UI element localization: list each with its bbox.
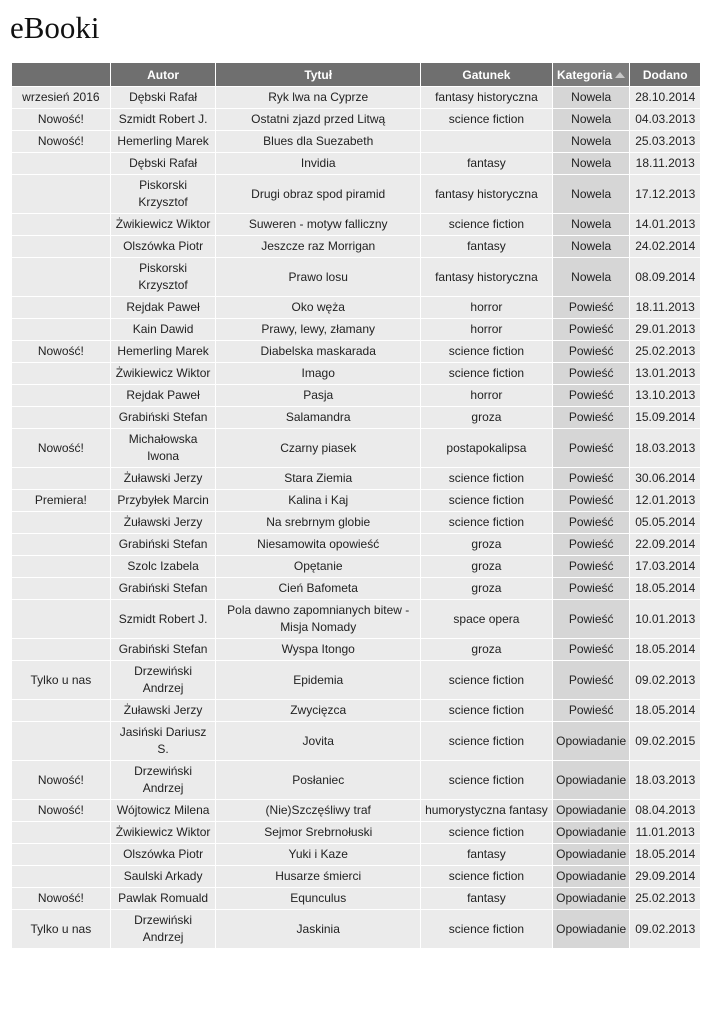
category-cell: Powieść xyxy=(553,578,630,599)
title-cell: (Nie)Szczęśliwy traf xyxy=(216,800,419,821)
category-cell: Nowela xyxy=(553,236,630,257)
genre-cell: science fiction xyxy=(421,761,552,799)
added-cell: 29.01.2013 xyxy=(630,319,700,340)
category-cell: Powieść xyxy=(553,661,630,699)
title-cell: Ostatni zjazd przed Litwą xyxy=(216,109,419,130)
genre-cell: horror xyxy=(421,319,552,340)
genre-cell: science fiction xyxy=(421,468,552,489)
added-cell: 30.06.2014 xyxy=(630,468,700,489)
genre-cell: science fiction xyxy=(421,341,552,362)
title-cell: Blues dla Suezabeth xyxy=(216,131,419,152)
table-row[interactable] xyxy=(12,866,700,887)
title-cell: Invidia xyxy=(216,153,419,174)
category-cell: Powieść xyxy=(553,341,630,362)
author-cell: Grabiński Stefan xyxy=(111,639,216,660)
author-cell: Jasiński Dariusz S. xyxy=(111,722,216,760)
title-cell: Pasja xyxy=(216,385,419,406)
author-cell: Hemerling Marek xyxy=(111,131,216,152)
badge-cell xyxy=(12,258,110,296)
added-cell: 18.05.2014 xyxy=(630,639,700,660)
added-cell: 04.03.2013 xyxy=(630,109,700,130)
author-cell: Dębski Rafał xyxy=(111,153,216,174)
category-cell: Opowiadanie xyxy=(553,822,630,843)
category-cell: Nowela xyxy=(553,175,630,213)
genre-cell: science fiction xyxy=(421,910,552,948)
author-cell: Hemerling Marek xyxy=(111,341,216,362)
header-title-label: Tytuł xyxy=(304,67,333,82)
author-cell: Przybyłek Marcin xyxy=(111,490,216,511)
badge-cell xyxy=(12,700,110,721)
category-cell: Opowiadanie xyxy=(553,910,630,948)
category-cell: Powieść xyxy=(553,700,630,721)
title-cell: Husarze śmierci xyxy=(216,866,419,887)
title-cell: Suweren - motyw falliczny xyxy=(216,214,419,235)
author-cell: Żwikiewicz Wiktor xyxy=(111,822,216,843)
category-cell: Powieść xyxy=(553,319,630,340)
table-row[interactable] xyxy=(12,429,700,467)
genre-cell: postapokalipsa xyxy=(421,429,552,467)
author-cell: Dębski Rafał xyxy=(111,87,216,108)
table-row[interactable] xyxy=(12,556,700,577)
title-cell: Posłaniec xyxy=(216,761,419,799)
badge-cell: Nowość! xyxy=(12,131,110,152)
genre-cell: science fiction xyxy=(421,700,552,721)
badge-cell xyxy=(12,600,110,638)
badge-cell xyxy=(12,319,110,340)
header-added[interactable] xyxy=(630,63,700,86)
author-cell: Szolc Izabela xyxy=(111,556,216,577)
category-cell: Opowiadanie xyxy=(553,888,630,909)
table-row[interactable] xyxy=(12,578,700,599)
author-cell: Olszówka Piotr xyxy=(111,236,216,257)
added-cell: 18.05.2014 xyxy=(630,844,700,865)
table-row[interactable] xyxy=(12,258,700,296)
added-cell: 17.12.2013 xyxy=(630,175,700,213)
genre-cell: groza xyxy=(421,534,552,555)
added-cell: 18.03.2013 xyxy=(630,429,700,467)
header-author-label: Autor xyxy=(147,67,180,82)
author-cell: Wójtowicz Milena xyxy=(111,800,216,821)
added-cell: 25.02.2013 xyxy=(630,341,700,362)
category-cell: Nowela xyxy=(553,214,630,235)
genre-cell: fantasy xyxy=(421,236,552,257)
author-cell: Kain Dawid xyxy=(111,319,216,340)
table-row[interactable] xyxy=(12,131,700,152)
category-cell: Powieść xyxy=(553,363,630,384)
added-cell: 09.02.2015 xyxy=(630,722,700,760)
badge-cell: Nowość! xyxy=(12,800,110,821)
header-genre[interactable] xyxy=(421,63,552,86)
genre-cell: science fiction xyxy=(421,214,552,235)
genre-cell: fantasy historyczna xyxy=(421,175,552,213)
genre-cell: space opera xyxy=(421,600,552,638)
added-cell: 18.11.2013 xyxy=(630,297,700,318)
genre-cell: horror xyxy=(421,297,552,318)
badge-cell: Nowość! xyxy=(12,761,110,799)
category-cell: Opowiadanie xyxy=(553,844,630,865)
table-row[interactable] xyxy=(12,407,700,428)
added-cell: 18.05.2014 xyxy=(630,700,700,721)
title-cell: Jovita xyxy=(216,722,419,760)
badge-cell xyxy=(12,639,110,660)
badge-cell xyxy=(12,363,110,384)
badge-cell xyxy=(12,297,110,318)
table-row[interactable] xyxy=(12,319,700,340)
badge-cell: Tylko u nas xyxy=(12,661,110,699)
table-row[interactable] xyxy=(12,109,700,130)
badge-cell xyxy=(12,722,110,760)
category-cell: Powieść xyxy=(553,385,630,406)
title-cell: Na srebrnym globie xyxy=(216,512,419,533)
badge-cell xyxy=(12,866,110,887)
table-row[interactable] xyxy=(12,341,700,362)
genre-cell: groza xyxy=(421,407,552,428)
badge-cell xyxy=(12,822,110,843)
badge-cell xyxy=(12,175,110,213)
title-cell: Epidemia xyxy=(216,661,419,699)
genre-cell: science fiction xyxy=(421,866,552,887)
author-cell: Szmidt Robert J. xyxy=(111,109,216,130)
author-cell: Drzewiński Andrzej xyxy=(111,661,216,699)
author-cell: Żuławski Jerzy xyxy=(111,512,216,533)
category-cell: Powieść xyxy=(553,297,630,318)
added-cell: 11.01.2013 xyxy=(630,822,700,843)
author-cell: Olszówka Piotr xyxy=(111,844,216,865)
category-cell: Powieść xyxy=(553,512,630,533)
header-title[interactable] xyxy=(216,63,419,86)
category-cell: Nowela xyxy=(553,109,630,130)
badge-cell: Nowość! xyxy=(12,888,110,909)
author-cell: Drzewiński Andrzej xyxy=(111,910,216,948)
title-cell: Ryk lwa na Cyprze xyxy=(216,87,419,108)
added-cell: 18.05.2014 xyxy=(630,578,700,599)
title-cell: Wyspa Itongo xyxy=(216,639,419,660)
table-row[interactable] xyxy=(12,910,700,948)
category-cell: Nowela xyxy=(553,131,630,152)
table-row[interactable] xyxy=(12,385,700,406)
badge-cell xyxy=(12,844,110,865)
sort-ascending-icon xyxy=(615,72,625,78)
title-cell: Opętanie xyxy=(216,556,419,577)
table-row[interactable] xyxy=(12,822,700,843)
badge-cell xyxy=(12,385,110,406)
title-cell: Yuki i Kaze xyxy=(216,844,419,865)
category-cell: Opowiadanie xyxy=(553,866,630,887)
added-cell: 22.09.2014 xyxy=(630,534,700,555)
author-cell: Rejdak Paweł xyxy=(111,385,216,406)
badge-cell xyxy=(12,236,110,257)
author-cell: Żwikiewicz Wiktor xyxy=(111,214,216,235)
added-cell: 08.04.2013 xyxy=(630,800,700,821)
category-cell: Powieść xyxy=(553,468,630,489)
title-cell: Zwycięzca xyxy=(216,700,419,721)
genre-cell: horror xyxy=(421,385,552,406)
header-added-label: Dodano xyxy=(642,67,688,82)
author-cell: Szmidt Robert J. xyxy=(111,600,216,638)
category-cell: Opowiadanie xyxy=(553,800,630,821)
category-cell: Powieść xyxy=(553,534,630,555)
added-cell: 09.02.2013 xyxy=(630,910,700,948)
header-category-label: Kategoria xyxy=(557,67,613,82)
table-body xyxy=(12,87,700,948)
genre-cell: science fiction xyxy=(421,109,552,130)
table-row[interactable] xyxy=(12,153,700,174)
badge-cell xyxy=(12,512,110,533)
title-cell: Diabelska maskarada xyxy=(216,341,419,362)
title-cell: Czarny piasek xyxy=(216,429,419,467)
badge-cell: Premiera! xyxy=(12,490,110,511)
header-author[interactable] xyxy=(111,63,216,86)
table-row[interactable] xyxy=(12,600,700,638)
genre-cell: fantasy xyxy=(421,153,552,174)
category-cell: Powieść xyxy=(553,490,630,511)
table-row[interactable] xyxy=(12,661,700,699)
badge-cell xyxy=(12,534,110,555)
table-row[interactable] xyxy=(12,363,700,384)
table-row[interactable] xyxy=(12,512,700,533)
category-cell: Powieść xyxy=(553,600,630,638)
genre-cell: fantasy xyxy=(421,888,552,909)
badge-cell xyxy=(12,556,110,577)
category-cell: Powieść xyxy=(553,429,630,467)
category-cell: Powieść xyxy=(553,639,630,660)
title-cell: Stara Ziemia xyxy=(216,468,419,489)
title-cell: Cień Bafometa xyxy=(216,578,419,599)
genre-cell: science fiction xyxy=(421,722,552,760)
table-row[interactable] xyxy=(12,761,700,799)
genre-cell: science fiction xyxy=(421,661,552,699)
genre-cell: fantasy xyxy=(421,844,552,865)
ebooks-table xyxy=(11,62,701,949)
table-header-row xyxy=(12,63,700,86)
badge-cell: Tylko u nas xyxy=(12,910,110,948)
added-cell: 05.05.2014 xyxy=(630,512,700,533)
added-cell: 28.10.2014 xyxy=(630,87,700,108)
badge-cell xyxy=(12,214,110,235)
author-cell: Piskorski Krzysztof xyxy=(111,258,216,296)
genre-cell: groza xyxy=(421,578,552,599)
table-row[interactable] xyxy=(12,490,700,511)
table-row[interactable] xyxy=(12,639,700,660)
page-title: eBooki xyxy=(10,10,100,45)
title-cell: Salamandra xyxy=(216,407,419,428)
author-cell: Rejdak Paweł xyxy=(111,297,216,318)
genre-cell: science fiction xyxy=(421,512,552,533)
author-cell: Żuławski Jerzy xyxy=(111,700,216,721)
table-row[interactable] xyxy=(12,844,700,865)
genre-cell: science fiction xyxy=(421,822,552,843)
header-genre-label: Gatunek xyxy=(462,67,511,82)
added-cell: 12.01.2013 xyxy=(630,490,700,511)
title-cell: Jeszcze raz Morrigan xyxy=(216,236,419,257)
table-row[interactable] xyxy=(12,888,700,909)
title-cell: Kalina i Kaj xyxy=(216,490,419,511)
table-row[interactable] xyxy=(12,175,700,213)
author-cell: Piskorski Krzysztof xyxy=(111,175,216,213)
added-cell: 29.09.2014 xyxy=(630,866,700,887)
added-cell: 13.01.2013 xyxy=(630,363,700,384)
table-row[interactable] xyxy=(12,800,700,821)
table-row[interactable] xyxy=(12,534,700,555)
title-cell: Prawo losu xyxy=(216,258,419,296)
genre-cell: fantasy historyczna xyxy=(421,87,552,108)
author-cell: Żwikiewicz Wiktor xyxy=(111,363,216,384)
table-row[interactable] xyxy=(12,297,700,318)
title-cell: Sejmor Srebrnołuski xyxy=(216,822,419,843)
author-cell: Pawlak Romuald xyxy=(111,888,216,909)
table-row[interactable] xyxy=(12,468,700,489)
added-cell: 25.02.2013 xyxy=(630,888,700,909)
title-cell: Drugi obraz spod piramid xyxy=(216,175,419,213)
author-cell: Grabiński Stefan xyxy=(111,407,216,428)
table-row[interactable] xyxy=(12,700,700,721)
title-cell: Pola dawno zapomnianych bitew - Misja Nomady xyxy=(216,600,419,638)
badge-cell xyxy=(12,578,110,599)
added-cell: 08.09.2014 xyxy=(630,258,700,296)
author-cell: Żuławski Jerzy xyxy=(111,468,216,489)
added-cell: 25.03.2013 xyxy=(630,131,700,152)
badge-cell: Nowość! xyxy=(12,429,110,467)
table-row[interactable] xyxy=(12,214,700,235)
header-badge xyxy=(12,63,110,86)
badge-cell xyxy=(12,468,110,489)
genre-cell: groza xyxy=(421,556,552,577)
genre-cell: science fiction xyxy=(421,490,552,511)
badge-cell: Nowość! xyxy=(12,109,110,130)
category-cell: Nowela xyxy=(553,87,630,108)
genre-cell: fantasy historyczna xyxy=(421,258,552,296)
header-category[interactable] xyxy=(553,63,630,86)
author-cell: Michałowska Iwona xyxy=(111,429,216,467)
badge-cell xyxy=(12,407,110,428)
table-row[interactable] xyxy=(12,722,700,760)
title-cell: Imago xyxy=(216,363,419,384)
badge-cell: wrzesień 2016 xyxy=(12,87,110,108)
table-row[interactable] xyxy=(12,236,700,257)
author-cell: Grabiński Stefan xyxy=(111,578,216,599)
title-cell: Niesamowita opowieść xyxy=(216,534,419,555)
category-cell: Nowela xyxy=(553,258,630,296)
author-cell: Drzewiński Andrzej xyxy=(111,761,216,799)
genre-cell: groza xyxy=(421,639,552,660)
added-cell: 10.01.2013 xyxy=(630,600,700,638)
category-cell: Powieść xyxy=(553,407,630,428)
category-cell: Opowiadanie xyxy=(553,722,630,760)
genre-cell: humorystyczna fantasy xyxy=(421,800,552,821)
author-cell: Saulski Arkady xyxy=(111,866,216,887)
category-cell: Nowela xyxy=(553,153,630,174)
title-cell: Equnculus xyxy=(216,888,419,909)
title-cell: Jaskinia xyxy=(216,910,419,948)
badge-cell: Nowość! xyxy=(12,341,110,362)
added-cell: 13.10.2013 xyxy=(630,385,700,406)
category-cell: Powieść xyxy=(553,556,630,577)
author-cell: Grabiński Stefan xyxy=(111,534,216,555)
added-cell: 24.02.2014 xyxy=(630,236,700,257)
added-cell: 17.03.2014 xyxy=(630,556,700,577)
genre-cell: science fiction xyxy=(421,363,552,384)
title-cell: Oko węża xyxy=(216,297,419,318)
genre-cell xyxy=(421,131,552,152)
title-cell: Prawy, lewy, złamany xyxy=(216,319,419,340)
added-cell: 14.01.2013 xyxy=(630,214,700,235)
table-row[interactable] xyxy=(12,87,700,108)
category-cell: Opowiadanie xyxy=(553,761,630,799)
added-cell: 09.02.2013 xyxy=(630,661,700,699)
added-cell: 15.09.2014 xyxy=(630,407,700,428)
added-cell: 18.11.2013 xyxy=(630,153,700,174)
badge-cell xyxy=(12,153,110,174)
added-cell: 18.03.2013 xyxy=(630,761,700,799)
